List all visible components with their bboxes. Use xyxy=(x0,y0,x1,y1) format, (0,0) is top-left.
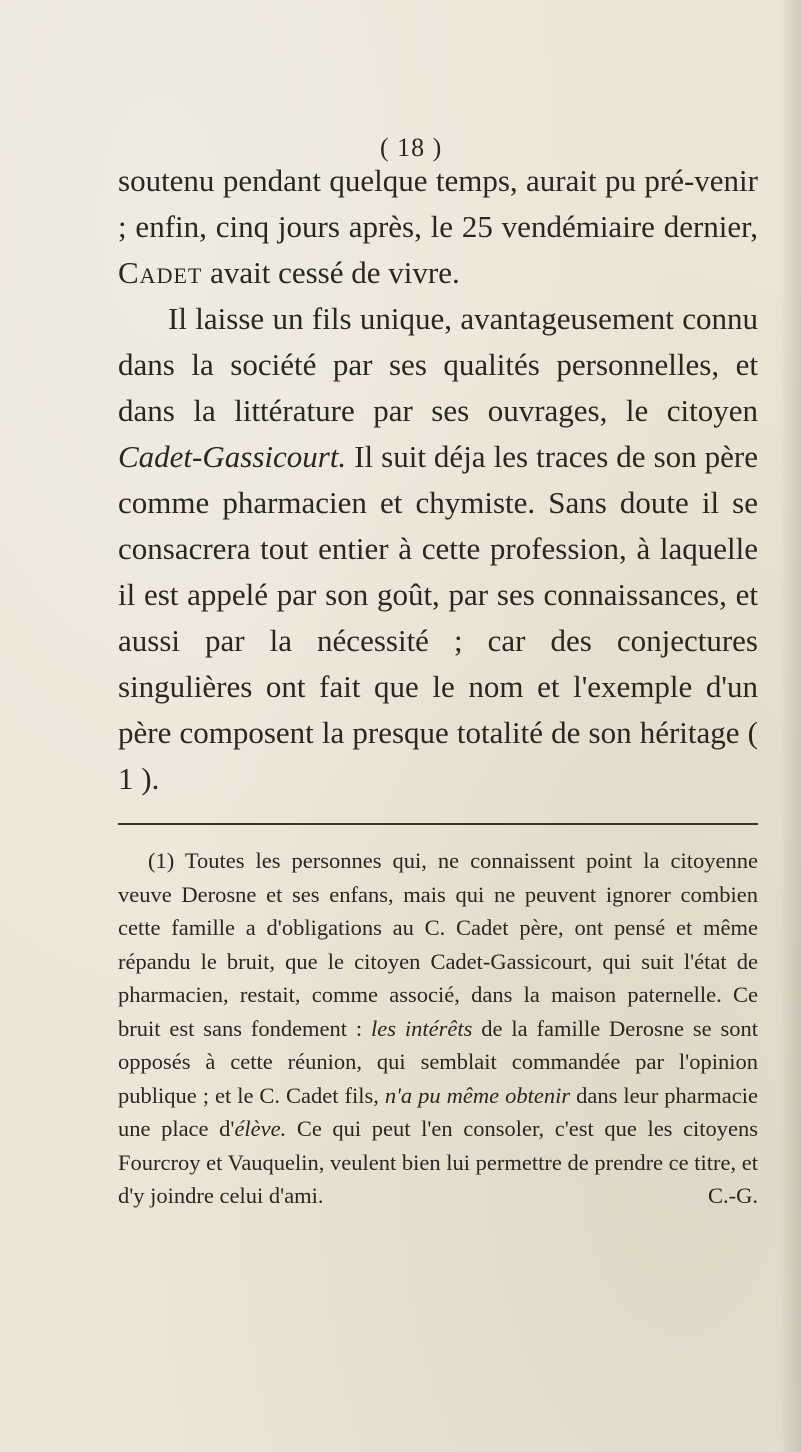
footnote-part-1: (1) Toutes les personnes qui, ne connaissent point la citoyenne veuve Derosne et ses enfans, mais qui ne peuvent ignorer combien cette famille a d'obligations au C. Cadet père, ont pensé et même répandu le bruit, que le citoyen Cadet-Gassicourt, qui suit l'état de pharmacien, restait, comme associé, dans la maison paternelle. Ce bruit est sans fondement : xyxy=(118,848,758,1041)
main-text xyxy=(118,158,758,802)
footnote-signature: C.-G. xyxy=(708,1183,758,1208)
footnote-italic-1: les intérêts xyxy=(371,1015,473,1041)
page-edge-shadow xyxy=(779,0,801,1452)
paragraph-1-text: soutenu pendant quelque temps, aurait pu pré-venir ; enfin, cinq jours après, le 25 vendémiaire dernier, xyxy=(118,163,758,244)
paragraph-1-end: avait cessé de vivre. xyxy=(202,255,460,290)
name-cadet: Cadet xyxy=(118,255,203,290)
footnote-text xyxy=(118,844,758,1213)
paragraph-1 xyxy=(118,158,758,296)
footnote-divider xyxy=(118,823,758,825)
footnote-italic-3: élève. xyxy=(234,1116,287,1141)
footnote-part-4: Ce qui peut l'en consoler, c'est que les citoyens Fourcroy et Vauquelin, veulent bien lui permettre de prendre ce titre, et d'y joindre celui d'ami. xyxy=(118,1116,759,1208)
footnote xyxy=(118,844,758,1213)
paragraph-2-start: Il laisse un fils unique, avantageusement connu dans la société par ses qualités personnelles, et dans la littérature par ses ouvrages, le citoyen xyxy=(118,301,758,428)
name-cadet-gassicourt: Cadet-Gassicourt. xyxy=(118,439,347,474)
footnote-italic-2: n'a pu même obtenir xyxy=(384,1082,571,1108)
paragraph-2-rest: Il suit déja les traces de son père comme pharmacien et chymiste. Sans doute il se consacrera tout entier à cette profession, à laquelle il est appelé par son goût, par ses connaissances, et aussi par la nécessité ; car des conjectures singulières ont fait que le nom et l'exemple d'un père composent la presque totalité de son héritage ( 1 ). xyxy=(118,439,758,796)
footnote-part-3: dans leur pharmacie une place d' xyxy=(118,1082,758,1141)
page-number: ( 18 ) xyxy=(380,133,443,162)
paragraph-2 xyxy=(118,296,758,802)
footnote-part-2: de la famille Derosne se sont opposés à cette réunion, qui semblait commandée par l'opinion publique ; et le C. Cadet fils, xyxy=(118,1015,758,1108)
